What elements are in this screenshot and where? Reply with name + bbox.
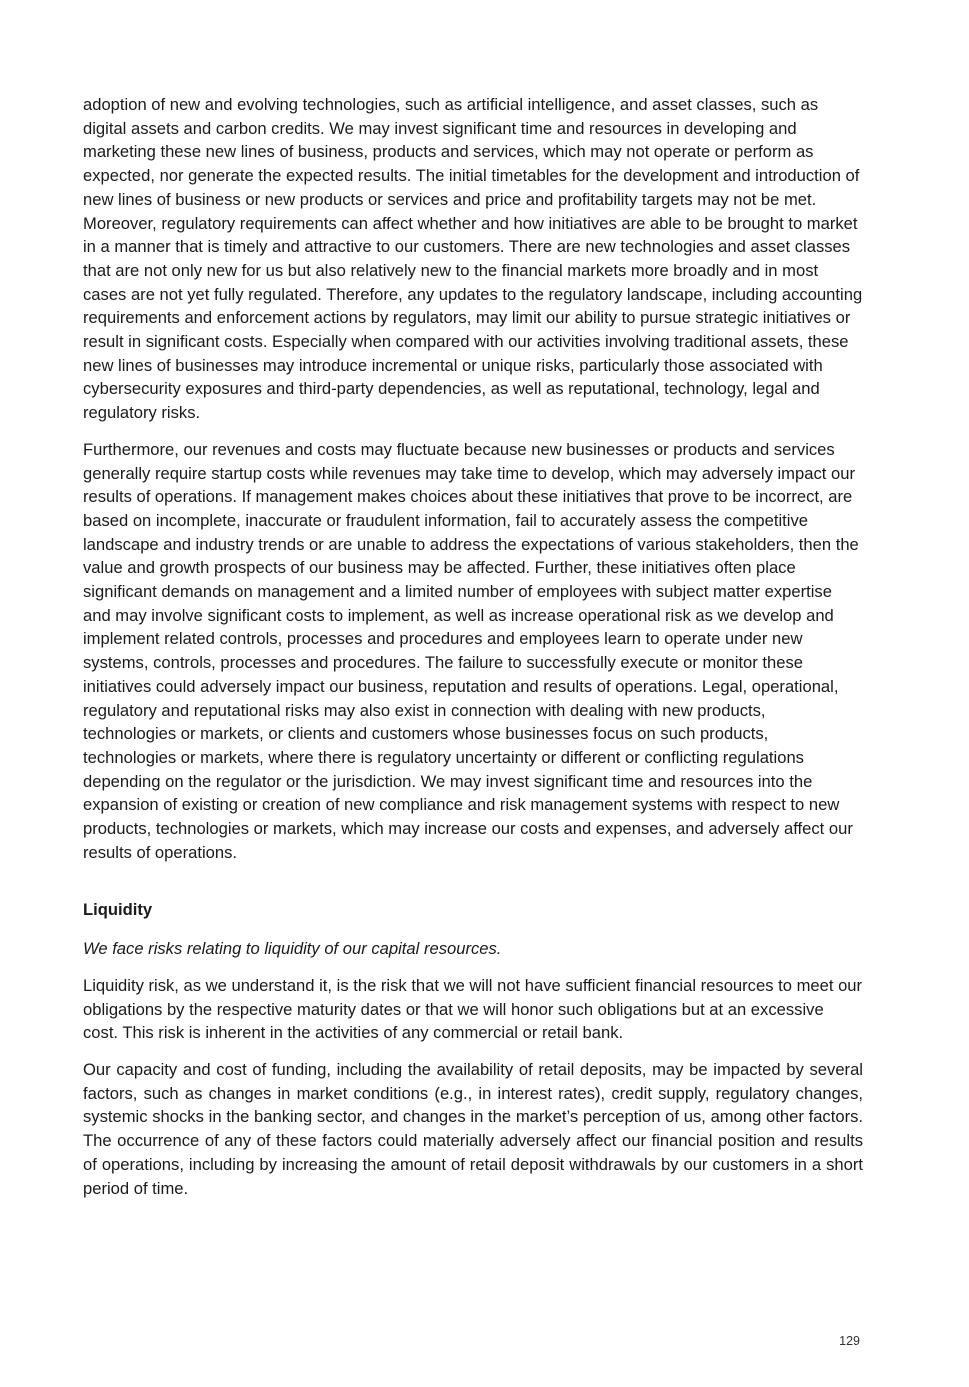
body-paragraph: Furthermore, our revenues and costs may fluctuate because new businesses or products and services generally require startup costs while revenues may take time to develop, which may adversely impact our results of operations. If management makes choices about these initiatives that prove to be incorrect, are based on incomplete, inaccurate or fraudulent information, fail to accurately assess the competitive landscape and industry trends or are unable to address the expectations of various stakeholders, then the value and growth prospects of our business may be affected. Further, these initiatives often place significant demands on management and a limited number of employees with subject matter expertise and may involve significant costs to implement, as well as increase operational risk as we develop and implement related controls, processes and procedures and employees learn to operate under new systems, controls, processes and procedures. The failure to successfully execute or monitor these initiatives could adversely impact our business, reputation and results of operations. Legal, operational, regulatory and reputational risks may also exist in connection with dealing with new products, technologies or markets, or clients and customers whose businesses focus on such products, technologies or markets, where there is regulatory uncertainty or different or conflicting regulations depending on the regulator or the jurisdiction. We may invest significant time and resources into the expansion of existing or creation of new compliance and risk management systems with respect to new products, technologies or markets, which may increase our costs and expenses, and adversely affect our results of operations. <box>83 439 859 862</box>
page-number: 129 <box>839 1334 860 1348</box>
document-page <box>83 93 863 1200</box>
body-paragraph: Liquidity risk, as we understand it, is the risk that we will not have sufficient financial resources to meet our obligations by the respective maturity dates or that we will honor such obligations but at an excessive cost. This risk is inherent in the activities of any commercial or retail bank. <box>83 975 863 1043</box>
section-subheading: We face risks relating to liquidity of our capital resources. <box>83 939 502 959</box>
body-paragraph: Our capacity and cost of funding, including the availability of retail deposits, may be impacted by several factors, such as changes in market conditions (e.g., in interest rates), credit supply, regulatory changes, systemic shocks in the banking sector, and changes in the market’s perception of us, among other factors. The occurrence of any of these factors could materially adversely affect our financial position and results of operations, including by increasing the amount of retail deposit withdrawals by our customers in a short period of time. <box>83 1060 863 1198</box>
section-heading: Liquidity <box>83 899 153 919</box>
body-paragraph: adoption of new and evolving technologies, such as artificial intelligence, and asset classes, such as digital assets and carbon credits. We may invest significant time and resources in developing and marketing these new lines of business, products and services, which may not operate or perform as expected, nor generate the expected results. The initial timetables for the development and introduction of new lines of business or new products or services and price and profitability targets may not be met. Moreover, regulatory requirements can affect whether and how initiatives are able to be brought to market in a manner that is timely and attractive to our customers. There are new technologies and asset classes that are not only new for us but also relatively new to the financial markets more broadly and in most cases are not yet fully regulated. Therefore, any updates to the regulatory landscape, including accounting requirements and enforcement actions by regulators, may limit our ability to pursue strategic initiatives or result in significant costs. Especially when compared with our activities involving traditional assets, these new lines of businesses may introduce incremental or unique risks, particularly those associated with cybersecurity exposures and third-party dependencies, as well as reputational, technology, legal and regulatory risks. <box>83 95 863 423</box>
